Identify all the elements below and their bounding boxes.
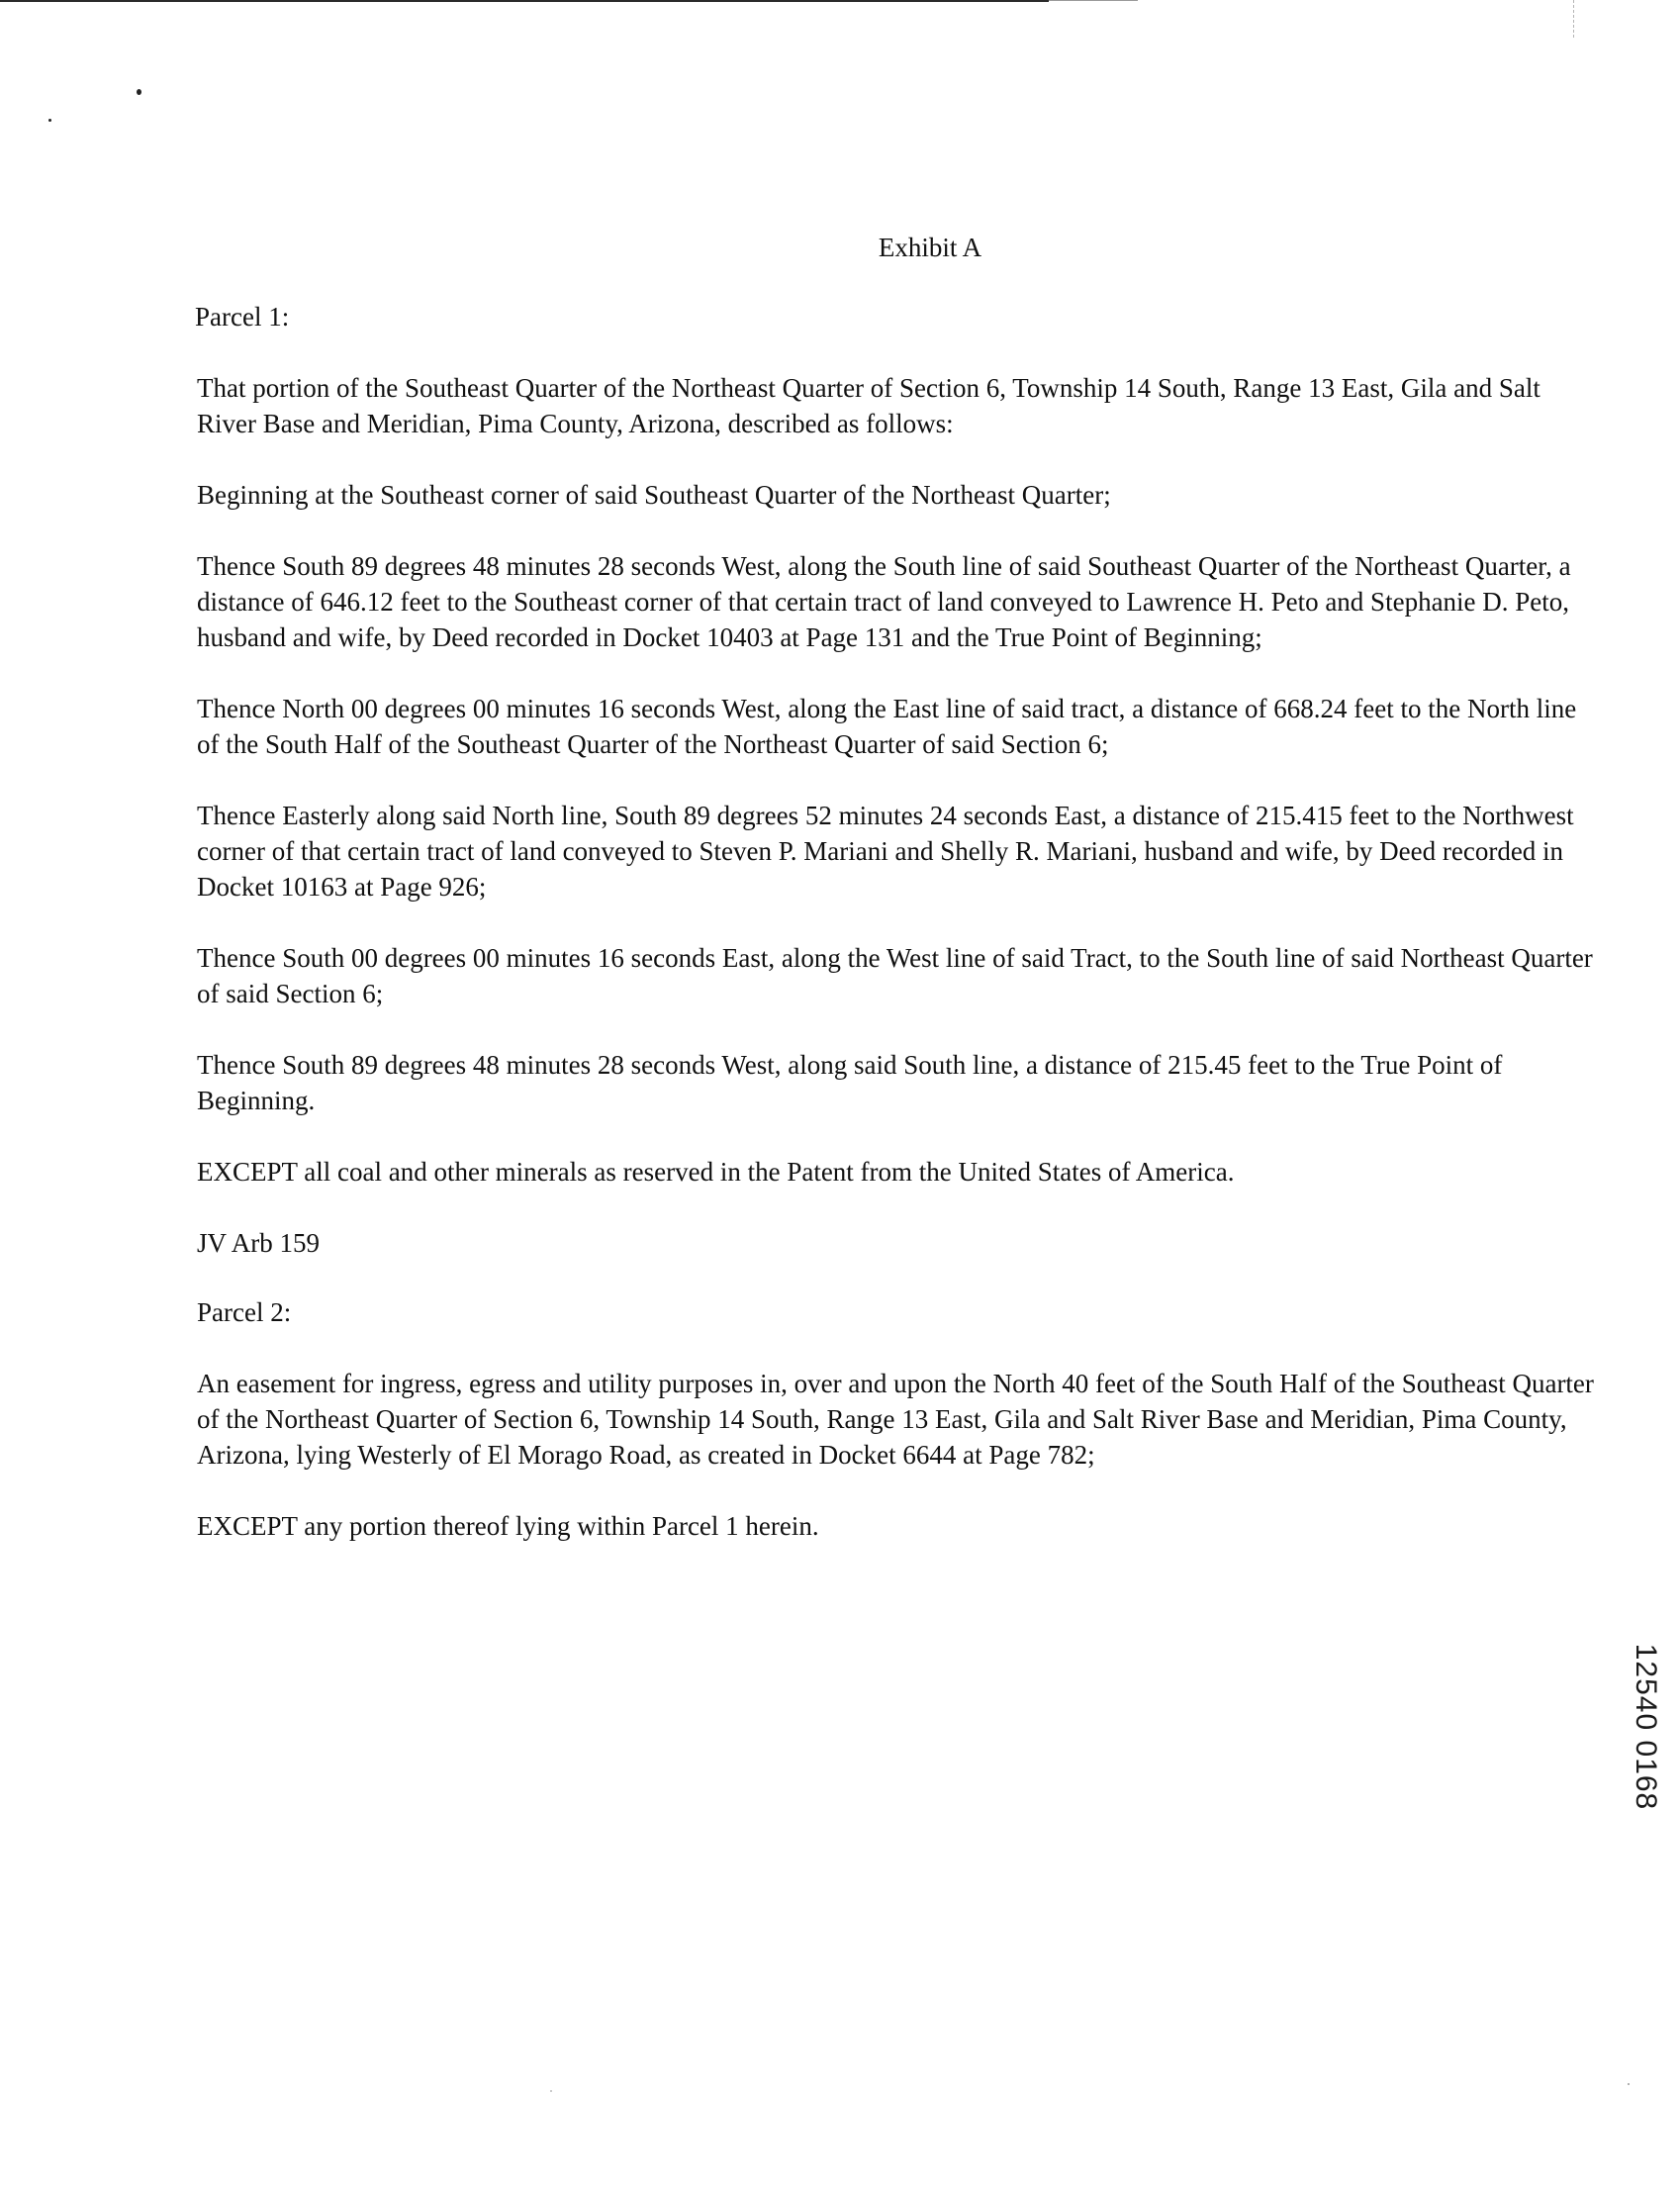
parcel-1-course-1: Thence South 89 degrees 48 minutes 28 seconds West, along the South line of said Southeast Quarter of the Northeast Quarter, a distance of 646.12 feet to the Southeast corner of that certain tract of land conveyed to Lawrence H. Peto and Stephanie D. Peto, husband and wife, by Deed recorded in Docket 10403 at Page 131 and the True Point of Beginning;: [197, 551, 1571, 652]
parcel-1-course-4: Thence South 00 degrees 00 minutes 16 seconds East, along the West line of said Tract, to the South line of said Northeast Quarter of said Section 6;: [197, 943, 1593, 1008]
document-body: [197, 230, 1594, 1579]
parcel-2-exception: EXCEPT any portion thereof lying within Parcel 1 herein.: [197, 1511, 819, 1541]
scan-edge-line: [0, 0, 1049, 2]
parcel-1-beginning: Beginning at the Southeast corner of said Southeast Quarter of the Northeast Quarter;: [197, 480, 1111, 510]
scan-edge-line-faint: [1049, 0, 1138, 1]
parcel-1-course-5: Thence South 89 degrees 48 minutes 28 seconds West, along said South line, a distance of 215.45 feet to the True Point of Beginning.: [197, 1050, 1503, 1115]
parcel-1-course-3: Thence Easterly along said North line, South 89 degrees 52 minutes 24 seconds East, a distance of 215.415 feet to the Northwest corner of that certain tract of land conveyed to Steven P. Mariani and Shelly R. Mariani, husband and wife, by Deed recorded in Docket 10163 at Page 926;: [197, 801, 1574, 902]
scan-edge-mark: [1573, 0, 1575, 38]
document-title: Exhibit A: [878, 233, 982, 262]
scan-speck: [48, 119, 51, 122]
recording-stamp: [1626, 1595, 1665, 1858]
scan-speck: [1628, 2083, 1630, 2085]
parcel-1-exception: EXCEPT all coal and other minerals as reserved in the Patent from the United States of America.: [197, 1157, 1235, 1187]
scan-speck: [137, 89, 141, 95]
parcel-1-intro: That portion of the Southeast Quarter of the Northeast Quarter of Section 6, Township 14 South, Range 13 East, Gila and Salt River Base and Meridian, Pima County, Arizona, described as follows:: [197, 373, 1540, 438]
parcel-1-course-2: Thence North 00 degrees 00 minutes 16 seconds West, along the East line of said tract, a distance of 668.24 feet to the North line of the South Half of the Southeast Quarter of the Northeast Quarter of said Section 6;: [197, 694, 1577, 759]
parcel-2-easement: An easement for ingress, egress and utility purposes in, over and upon the North 40 feet of the South Half of the Southeast Quarter of the Northeast Quarter of Section 6, Township 14 South, Range 13 East, Gila and Salt River Base and Meridian, Pima County, Arizona, lying Westerly of El Morago Road, as created in Docket 6644 at Page 782;: [197, 1369, 1594, 1470]
parcel-1-heading: Parcel 1:: [195, 302, 290, 332]
parcel-1-reference: JV Arb 159: [197, 1228, 321, 1258]
parcel-2-heading: Parcel 2:: [197, 1297, 292, 1327]
scan-speck: [550, 2090, 552, 2092]
recording-stamp-number: 12540 0168: [1630, 1643, 1662, 1810]
